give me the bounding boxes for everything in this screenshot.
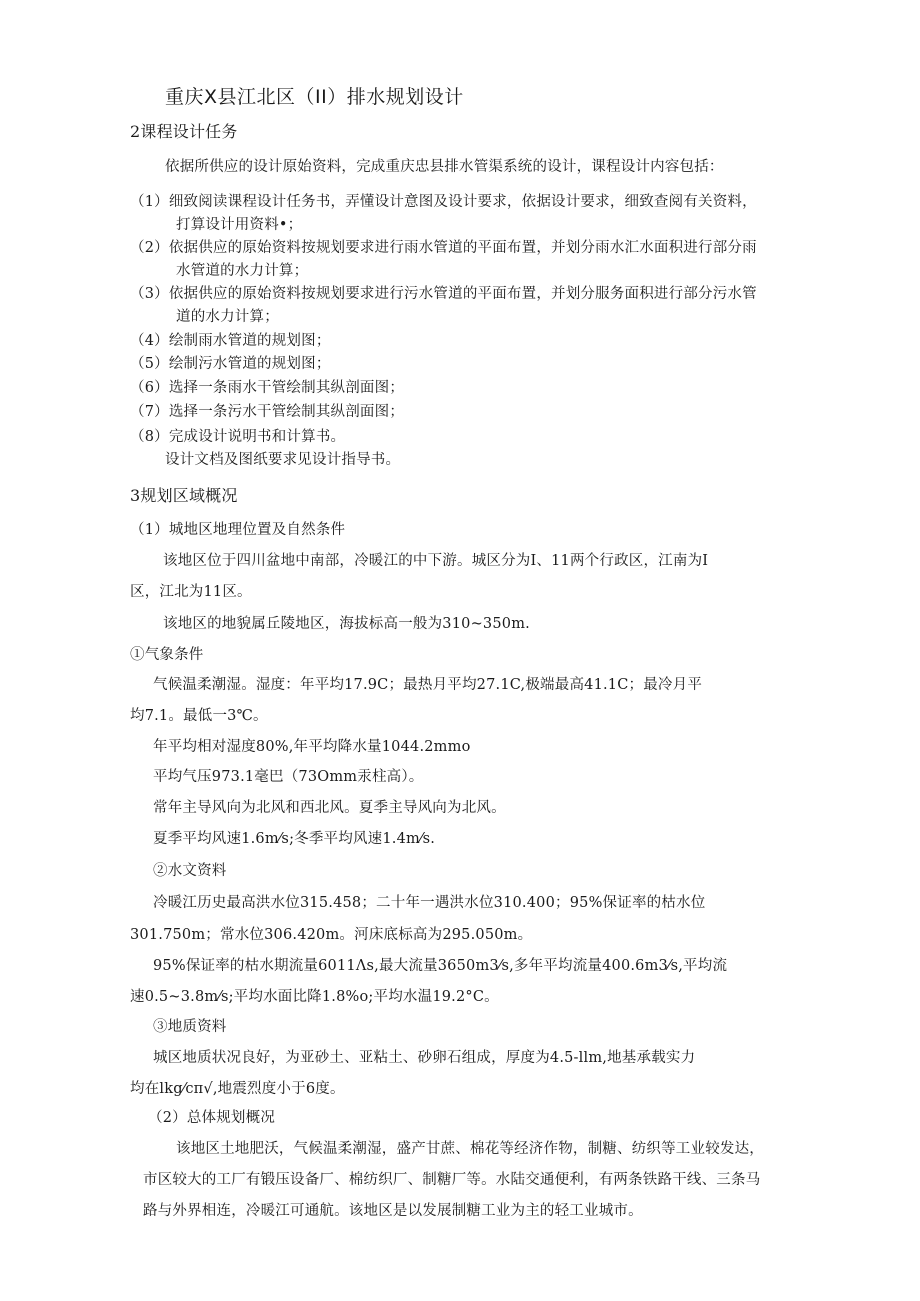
task-note: 设计文档及图纸要求见设计指导书。 — [165, 452, 401, 468]
weather-heading: ①气象条件 — [130, 647, 204, 663]
hydrology-heading: ②水文资料 — [153, 863, 227, 879]
subsection-2-heading: （2）总体规划概况 — [148, 1110, 276, 1126]
weather-line-1: 气候温柔潮湿。湿度：年平均17.9C；最热月平均27.1C,极端最高41.1C；最冷月平 — [153, 677, 703, 693]
geology-heading: ③地质资料 — [153, 1019, 227, 1035]
planning-text-cont-1: 市区较大的工厂有锻压设备厂、棉纺织厂、制糖厂等。水陆交通便利，有两条铁路干线、三条马 — [143, 1172, 761, 1188]
task-item-2: （2）依据供应的原始资料按规划要求进行雨水管道的平面布置，并划分雨水汇水面积进行部分雨 — [130, 240, 757, 256]
weather-line-1-cont: 均7.1。最低一3℃。 — [130, 708, 268, 724]
task-item-1: （1）细致阅读课程设计任务书，弄懂设计意图及设计要求，依据设计要求，细致查阅有关资料， — [130, 194, 757, 210]
location-text-cont: 区，江北为11区。 — [130, 584, 252, 600]
hydrology-line-2-cont: 速0.5~3.8m⁄s;平均水面比降1.8%o;平均水温19.2°C。 — [130, 989, 499, 1005]
section-2-intro: 依据所供应的设计原始资料，完成重庆忠县排水管渠系统的设计，课程设计内容包括： — [165, 159, 724, 175]
page-title: 重庆X县江北区（II）排水规划设计 — [165, 86, 464, 108]
hydrology-line-1-cont: 301.750m；常水位306.420m。河床底标高为295.050m。 — [130, 927, 533, 943]
weather-line-3: 平均气压973.1毫巴（73Omm汞柱高）。 — [153, 769, 424, 785]
planning-text: 该地区土地肥沃，气候温柔潮湿，盛产甘蔗、棉花等经济作物，制糖、纺织等工业较发达， — [176, 1141, 764, 1157]
weather-line-5: 夏季平均风速1.6m⁄s;冬季平均风速1.4m⁄s. — [153, 831, 436, 847]
location-text: 该地区位于四川盆地中南部，冷暖江的中下游。城区分为I、11两个行政区，江南为I — [163, 553, 709, 569]
task-item-1-cont: 打算设计用资料•； — [176, 217, 303, 233]
task-item-7: （7）选择一条污水干管绘制其纵剖面图； — [130, 404, 405, 420]
planning-text-cont-2: 路与外界相连，冷暖江可通航。该地区是以发展制糖工业为主的轻工业城市。 — [143, 1203, 643, 1219]
geology-line-1-cont: 均在lkg⁄cπ√,地震烈度小于6度。 — [130, 1081, 345, 1097]
hydrology-line-1: 冷暖江历史最高洪水位315.458；二十年一遇洪水位310.400；95%保证率的枯水位 — [153, 895, 706, 911]
section-2-heading: 2课程设计任务 — [130, 122, 238, 141]
task-item-4: （4）绘制雨水管道的规划图； — [130, 333, 331, 349]
task-item-2-cont: 水管道的水力计算； — [176, 263, 309, 279]
subsection-1-heading: （1）城地区地理位置及自然条件 — [130, 522, 346, 538]
hydrology-line-2: 95%保证率的枯水期流量6011Λs,最大流量3650m3⁄s,多年平均流量400.6m3⁄s,平均流 — [153, 958, 728, 974]
task-item-3: （3）依据供应的原始资料按规划要求进行污水管道的平面布置，并划分服务面积进行部分污水管 — [130, 286, 757, 302]
task-item-8: （8）完成设计说明书和计算书。 — [130, 429, 346, 445]
task-item-5: （5）绘制污水管道的规划图； — [130, 356, 331, 372]
weather-line-2: 年平均相对湿度80%,年平均降水量1044.2mmo — [153, 739, 471, 755]
task-item-6: （6）选择一条雨水干管绘制其纵剖面图； — [130, 380, 405, 396]
weather-line-4: 常年主导风向为北风和西北风。夏季主导风向为北风。 — [153, 800, 506, 816]
section-3-heading: 3规划区域概况 — [130, 486, 238, 505]
task-item-3-cont: 道的水力计算； — [176, 309, 279, 325]
terrain-text: 该地区的地貌属丘陵地区，海拔标高一般为310~350m. — [163, 616, 530, 632]
geology-line-1: 城区地质状况良好，为亚砂土、亚粘土、砂卵石组成，厚度为4.5-llm,地基承载实力 — [153, 1050, 696, 1066]
